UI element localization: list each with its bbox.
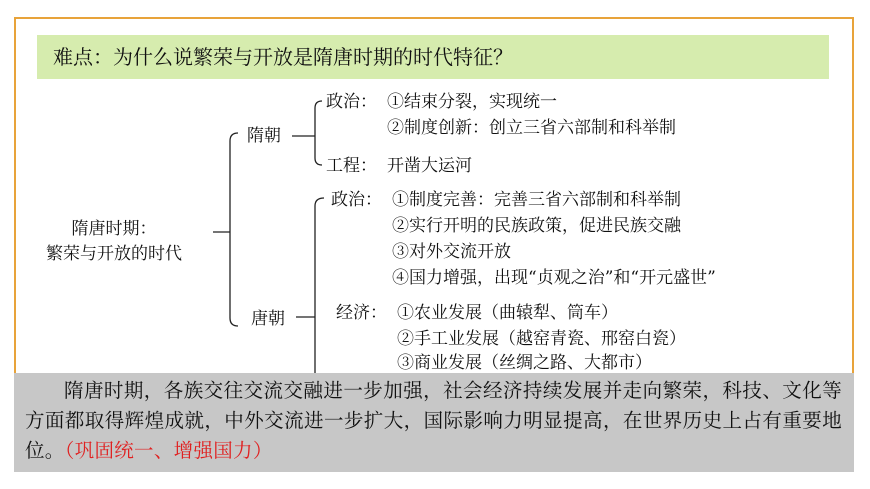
tang-politics-item-3: ③对外交流开放	[392, 242, 511, 262]
sui-engineering-label: 工程：	[326, 156, 377, 176]
sui-bracket	[315, 101, 322, 165]
root-bracket	[230, 133, 238, 326]
tang-economy-item-1: ①农业发展（曲辕犁、筒车）	[397, 303, 618, 323]
tang-politics-item-2: ②实行开明的民族政策，促进民族交融	[392, 216, 681, 236]
tang-politics-item-1: ①制度完善：完善三省六部制和科举制	[392, 190, 681, 210]
summary-highlight: （巩固统一、增强国力）	[64, 439, 273, 462]
tang-politics-item-4: ④国力增强，出现“贞观之治”和“开元盛世”	[392, 268, 716, 288]
tang-economy-item-2: ②手工业发展（越窑青瓷、邢窑白瓷）	[397, 329, 686, 349]
sui-politics-item-2: ②制度创新：创立三省六部制和科举制	[387, 118, 676, 138]
root-line-1: 隋唐时期：	[71, 219, 157, 239]
root-node	[30, 217, 198, 267]
tang-bracket	[315, 198, 324, 380]
page-title: 难点：为什么说繁荣与开放是隋唐时期的时代特征？	[53, 45, 513, 69]
sui-politics-label: 政治：	[326, 92, 377, 112]
tang-economy-label: 经济：	[336, 303, 387, 323]
summary-box	[14, 373, 854, 472]
sui-politics-item-1: ①结束分裂，实现统一	[387, 92, 557, 112]
tang-label: 唐朝	[251, 309, 285, 329]
sui-label: 隋朝	[247, 126, 281, 146]
tang-politics-label: 政治：	[331, 190, 382, 210]
sui-engineering-value: 开凿大运河	[387, 156, 472, 176]
tang-economy-item-3: ③商业发展（丝绸之路、大都市）	[397, 353, 652, 373]
summary-text: 隋唐时期，各族交往交流交融进一步加强，社会经济持续发展并走向繁荣，科技、文化等方面都取得辉煌成就，中外交流进一步扩大，国际影响力明显提高，在世界历史上占有重要地位。	[25, 379, 842, 462]
root-line-2: 繁荣与开放的时代	[46, 244, 182, 264]
